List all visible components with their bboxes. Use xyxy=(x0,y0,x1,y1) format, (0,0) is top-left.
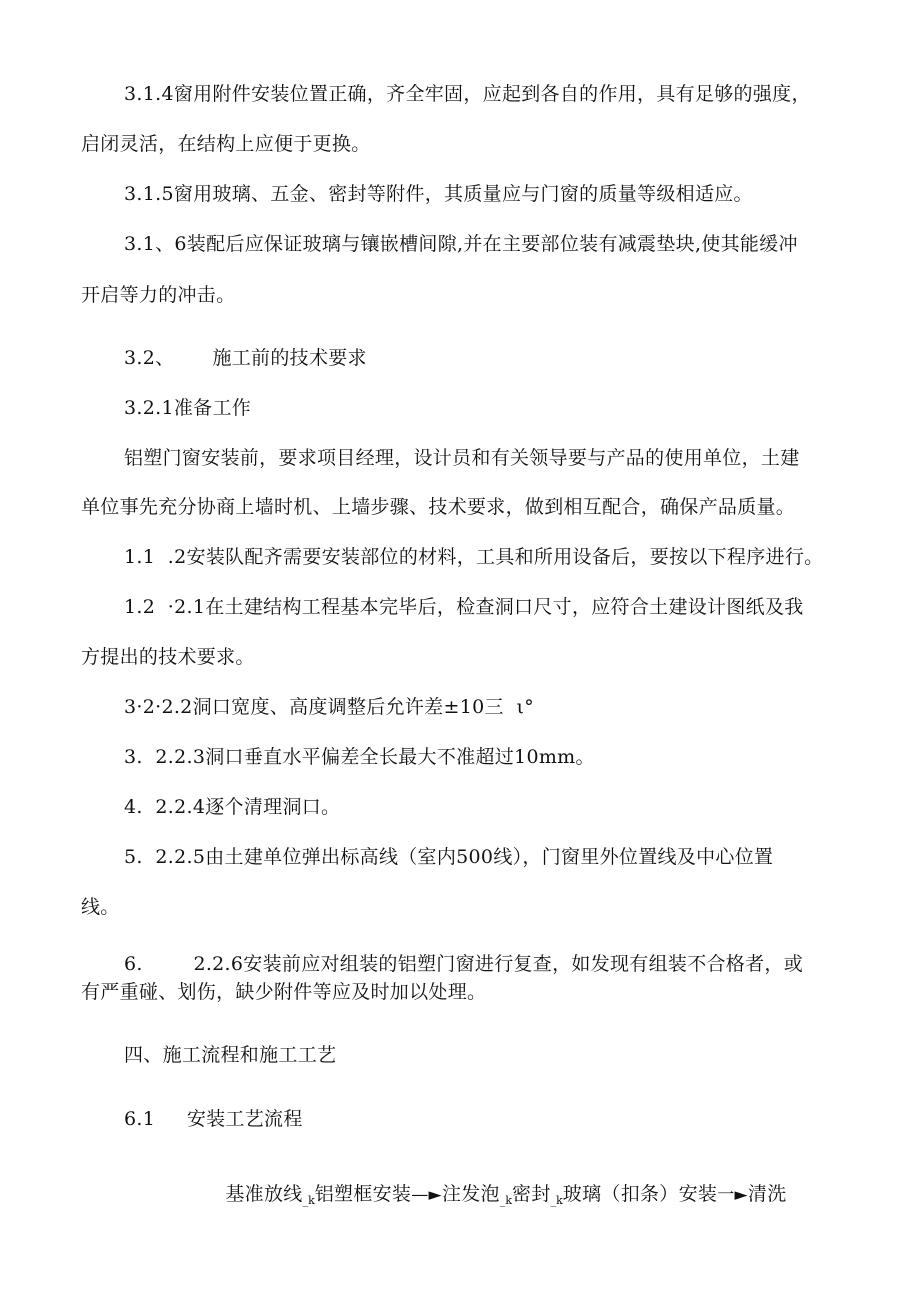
process-flow xyxy=(200,1158,787,1237)
text-line: 有严重碰、划伤，缺少附件等应及时加以处理。 xyxy=(81,981,487,1003)
flow-step: 密封 xyxy=(512,1183,551,1205)
flow-step: 铝塑框安装 xyxy=(314,1183,412,1205)
text-line: 1.2 ·2.1在土建结构工程基本完毕后，检查洞口尺寸，应符合土建设计图纸及我 xyxy=(124,596,804,618)
chapter-heading: 四、施工流程和施工工艺 xyxy=(124,1044,337,1066)
text-line: 启闭灵活，在结构上应便于更换。 xyxy=(81,133,371,155)
flow-separator: _k xyxy=(302,1194,315,1207)
text-line: 3.1.5窗用玻璃、五金、密封等附件，其质量应与门窗的质量等级相适应。 xyxy=(124,183,753,205)
section-heading: 3.2、 施工前的技术要求 xyxy=(124,347,367,369)
text-line: 开启等力的冲击。 xyxy=(81,284,236,306)
text-line: 1.1 .2安装队配齐需要安装部位的材料，工具和所用设备后，要按以下程序进行。 xyxy=(124,546,824,568)
text-line: 4. 2.2.4逐个清理洞口。 xyxy=(124,796,341,818)
text-line: 3. 2.2.3洞口垂直水平偏差全长最大不准超过10mm。 xyxy=(124,746,595,768)
flow-step: 注发泡 xyxy=(441,1183,500,1205)
text-line: 线。 xyxy=(81,896,120,918)
text-line: 方提出的技术要求。 xyxy=(81,646,255,668)
text-line: 3·2·2.2洞口宽度、高度调整后允许差±10三 ι° xyxy=(124,696,534,718)
subsection-heading: 6.1 安装工艺流程 xyxy=(124,1108,303,1130)
text-line: 6. 2.2.6安装前应对组装的铝塑门窗进行复查，如发现有组装不合格者，或 xyxy=(124,953,803,975)
text-line: 3.1.4窗用附件安装位置正确，齐全牢固，应起到各自的作用，具有足够的强度， xyxy=(124,83,811,105)
flow-step: 玻璃（扣条）安装 xyxy=(562,1183,718,1205)
flow-separator: _k xyxy=(550,1194,563,1207)
flow-step: 清洗 xyxy=(747,1183,787,1205)
flow-separator: _k xyxy=(499,1194,513,1207)
text-line: 5. 2.2.5由土建单位弹出标高线（室内500线），门窗里外位置线及中心位置 xyxy=(124,846,774,868)
text-line: 铝塑门窗安装前，要求项目经理，设计员和有关领导要与产品的使用单位，土建 xyxy=(124,447,800,469)
flow-step: 基准放线 xyxy=(225,1183,303,1205)
flow-arrow: —► xyxy=(411,1185,442,1205)
subsection-heading: 3.2.1准备工作 xyxy=(124,397,252,419)
flow-arrow: 一► xyxy=(717,1185,748,1205)
text-line: 3.1、6装配后应保证玻璃与镶嵌槽间隙,并在主要部位装有减震垫块,使其能缓冲 xyxy=(124,233,798,255)
text-line: 单位事先充分协商上墙时机、上墙步骤、技术要求，做到相互配合，确保产品质量。 xyxy=(81,496,796,518)
